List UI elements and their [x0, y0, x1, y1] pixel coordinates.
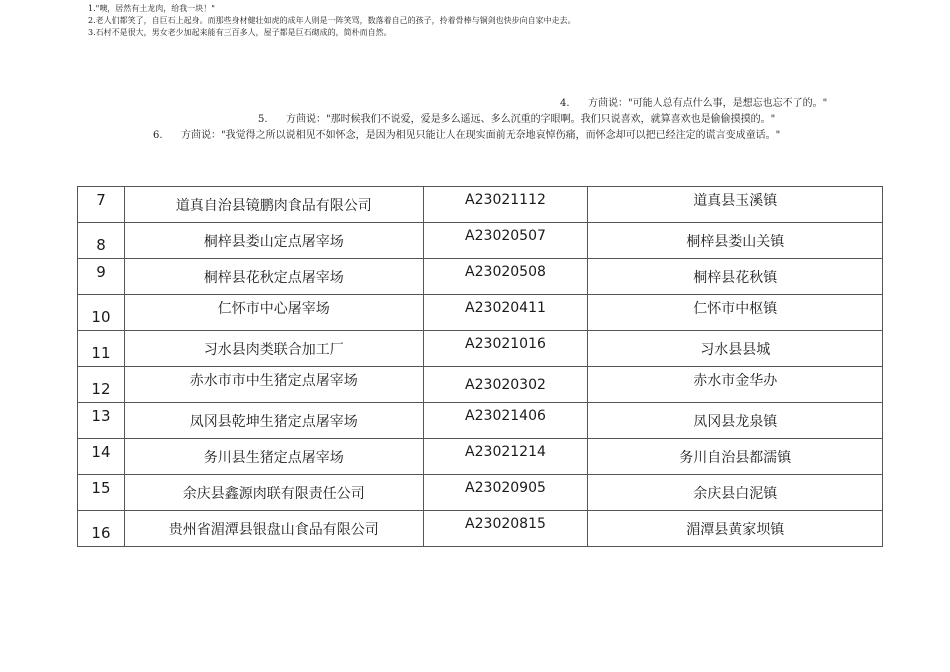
quote-6: [153, 129, 878, 143]
quote-6-number: 6.: [153, 130, 163, 141]
quote-5-number: 5.: [258, 114, 268, 125]
note-line-1: 1."噢，居然有土龙肉，给我一块！": [88, 4, 215, 13]
license-code: A23020411: [423, 295, 588, 331]
license-code: A23021406: [423, 403, 588, 439]
table-row: [78, 475, 883, 511]
location: 赤水市金华办: [588, 367, 883, 403]
license-code: A23021016: [423, 331, 588, 367]
company-name: 余庆县鑫源肉联有限责任公司: [124, 475, 423, 511]
table-row: [78, 331, 883, 367]
row-number: 14: [78, 439, 125, 475]
company-name: 凤冈县乾坤生猪定点屠宰场: [124, 403, 423, 439]
quote-4-number: 4.: [560, 98, 570, 109]
company-name: 赤水市市中生猪定点屠宰场: [124, 367, 423, 403]
table-row: [78, 439, 883, 475]
company-name: 仁怀市中心屠宰场: [124, 295, 423, 331]
location: 道真县玉溪镇: [588, 187, 883, 223]
license-code: A23020905: [423, 475, 588, 511]
license-code: A23020508: [423, 259, 588, 295]
company-name: 务川县生猪定点屠宰场: [124, 439, 423, 475]
quote-5: [258, 113, 775, 127]
license-code: A23021112: [423, 187, 588, 223]
row-number: 12: [78, 367, 125, 403]
license-code: A23020507: [423, 223, 588, 259]
note-line-2: 2.老人们都笑了，自巨石上起身。而那些身材健壮如虎的成年人则是一阵笑骂，数落着自己的孩子，拎着骨棒与铜剑也快步向自家中走去。: [88, 16, 576, 25]
location: 桐梓县娄山关镇: [588, 223, 883, 259]
row-number: 15: [78, 475, 125, 511]
row-number: 9: [78, 259, 125, 295]
location: 务川自治县都濡镇: [588, 439, 883, 475]
location: 湄潭县黄家坝镇: [588, 511, 883, 547]
row-number: 7: [78, 187, 125, 223]
location: 仁怀市中枢镇: [588, 295, 883, 331]
location: 凤冈县龙泉镇: [588, 403, 883, 439]
location: 桐梓县花秋镇: [588, 259, 883, 295]
license-code: A23021214: [423, 439, 588, 475]
quote-6-text: 方茴说："我觉得之所以说相见不如怀念，是因为相见只能让人在现实面前无奈地哀悼伤痛，而怀念却可以把已经注定的谎言变成童话。": [181, 130, 781, 141]
table-row: [78, 367, 883, 403]
row-number: 16: [78, 511, 125, 547]
table-row: [78, 259, 883, 295]
company-name: 贵州省湄潭县银盘山食品有限公司: [124, 511, 423, 547]
table-row: [78, 187, 883, 223]
location: 余庆县白泥镇: [588, 475, 883, 511]
location: 习水县县城: [588, 331, 883, 367]
row-number: 13: [78, 403, 125, 439]
table-row: [78, 403, 883, 439]
row-number: 11: [78, 331, 125, 367]
quote-4: [560, 97, 827, 111]
table-row: [78, 295, 883, 331]
quote-5-text: 方茴说："那时候我们不说爱，爱是多么遥远、多么沉重的字眼啊。我们只说喜欢，就算喜欢也是偷偷摸摸的。": [286, 114, 776, 125]
note-line-3: 3.石村不是很大，男女老少加起来能有三百多人，屋子都是巨石砌成的，简朴而自然。: [88, 28, 392, 37]
company-name: 桐梓县娄山定点屠宰场: [124, 223, 423, 259]
quote-4-text: 方茴说："可能人总有点什么事，是想忘也忘不了的。": [588, 98, 828, 109]
table-row: [78, 511, 883, 547]
license-code: A23020815: [423, 511, 588, 547]
license-code: A23020302: [423, 367, 588, 403]
row-number: 8: [78, 223, 125, 259]
company-name: 习水县肉类联合加工厂: [124, 331, 423, 367]
company-name: 桐梓县花秋定点屠宰场: [124, 259, 423, 295]
table-row: [78, 223, 883, 259]
slaughterhouse-table: [77, 186, 883, 547]
row-number: 10: [78, 295, 125, 331]
company-name: 道真自治县镜鹏肉食品有限公司: [124, 187, 423, 223]
